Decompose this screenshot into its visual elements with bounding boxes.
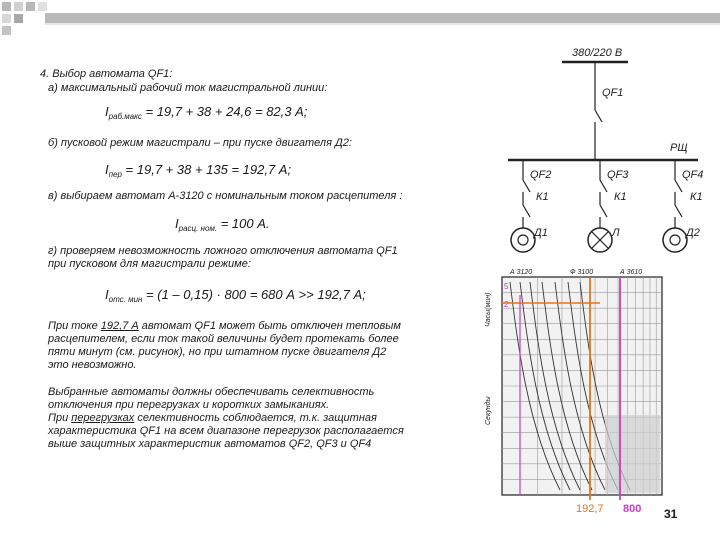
graph-ylabel-bottom: Секунды xyxy=(485,396,492,425)
marker-800-label: 800 xyxy=(623,503,642,515)
formula-3: $I_{расц. ном.} = 100$ А. xyxy=(175,216,270,233)
item-a: а) максимальный рабочий ток магистральной линии: xyxy=(48,82,328,94)
qf3-switch xyxy=(600,180,607,192)
qf4-label: QF4 xyxy=(682,169,704,181)
graph-top-label-1: А 3120 xyxy=(510,269,533,276)
y-tick-2: 2 xyxy=(504,300,509,309)
para1-line1: При токе 192,7 А автомат QF1 может быть отключен тепловым xyxy=(48,320,401,332)
qf3-label: QF3 xyxy=(607,169,629,181)
y-tick-5: 5 xyxy=(504,282,509,291)
voltage-label: 380/220 В xyxy=(572,47,623,59)
k1-contact-3 xyxy=(675,205,682,217)
k1-label-1: К1 xyxy=(536,191,549,203)
marker-192-label: 192,7 xyxy=(576,503,604,515)
motor-d2-icon xyxy=(663,228,687,252)
qf1-switch xyxy=(595,110,602,122)
qf4-switch xyxy=(675,180,682,192)
item-b: б) пусковой режим магистрали – при пуске двигателя Д2: xyxy=(48,137,352,149)
item-c: в) выбираем автомат А-3120 с номинальным током расцепителя : xyxy=(48,190,403,202)
para2-line5: выше защитных характеристик автоматов QF2, QF3 и QF4 xyxy=(48,438,372,450)
qf2-switch xyxy=(523,180,530,192)
top-bar-accent xyxy=(45,23,720,25)
para1-line3: пяти минут (см. рисунок), но при штатном пуске двигателя Д2 xyxy=(48,346,387,358)
heading: 4. Выбор автомата QF1: xyxy=(40,68,173,80)
para1-line4: это невозможно. xyxy=(48,359,137,371)
item-d-line2: при пусковом для магистрали режиме: xyxy=(48,258,251,270)
formula-1: $I_{раб.макс} = 19,7 + 38 + 24,6 = 82,3$ А; xyxy=(105,104,308,121)
graph-ylabel-top: Часы(мин) xyxy=(485,292,492,327)
bus-label: РЩ xyxy=(670,142,688,154)
protection-graph xyxy=(480,265,670,510)
motor-d1-icon xyxy=(511,228,535,252)
para1-line2: расцепителем, если ток такой величины будет протекать более xyxy=(48,333,399,345)
top-bar xyxy=(45,13,720,23)
d1-label: Д1 xyxy=(534,227,548,239)
hatched-zone xyxy=(605,415,660,493)
para2-line1: Выбранные автоматы должны обеспечивать селективность xyxy=(48,386,375,398)
page-number: 31 xyxy=(664,507,678,521)
graph-top-label-3: А 3610 xyxy=(620,269,643,276)
k1-contact-1 xyxy=(523,205,530,217)
formula-4: $I_{отс. мин} = (1 - 0,15) \cdot 800 = 680$ А >> 192,7 А; xyxy=(105,287,366,304)
circuit-scheme xyxy=(490,40,720,260)
item-d-line1: г) проверяем невозможность ложного отключения автомата QF1 xyxy=(48,245,398,257)
qf1-label: QF1 xyxy=(602,87,624,99)
k1-label-2: К1 xyxy=(614,191,627,203)
lamp-label: Л xyxy=(612,227,620,239)
para2-line4: характеристика QF1 на всем диапазоне перегрузок располагается xyxy=(48,425,404,437)
para2-line3: При перегрузках селективность соблюдается, т.к. защитная xyxy=(48,412,377,424)
formula-2: $I_{пер} = 19,7 + 38 + 135 = 192,7$ А; xyxy=(105,162,292,179)
para2-line2: отключения при перегрузках и коротких замыканиях. xyxy=(48,399,330,411)
k1-label-3: К1 xyxy=(690,191,703,203)
d2-label: Д2 xyxy=(686,227,700,239)
k1-contact-2 xyxy=(600,205,607,217)
qf2-label: QF2 xyxy=(530,169,552,181)
graph-top-label-2: Ф 3100 xyxy=(570,269,594,276)
